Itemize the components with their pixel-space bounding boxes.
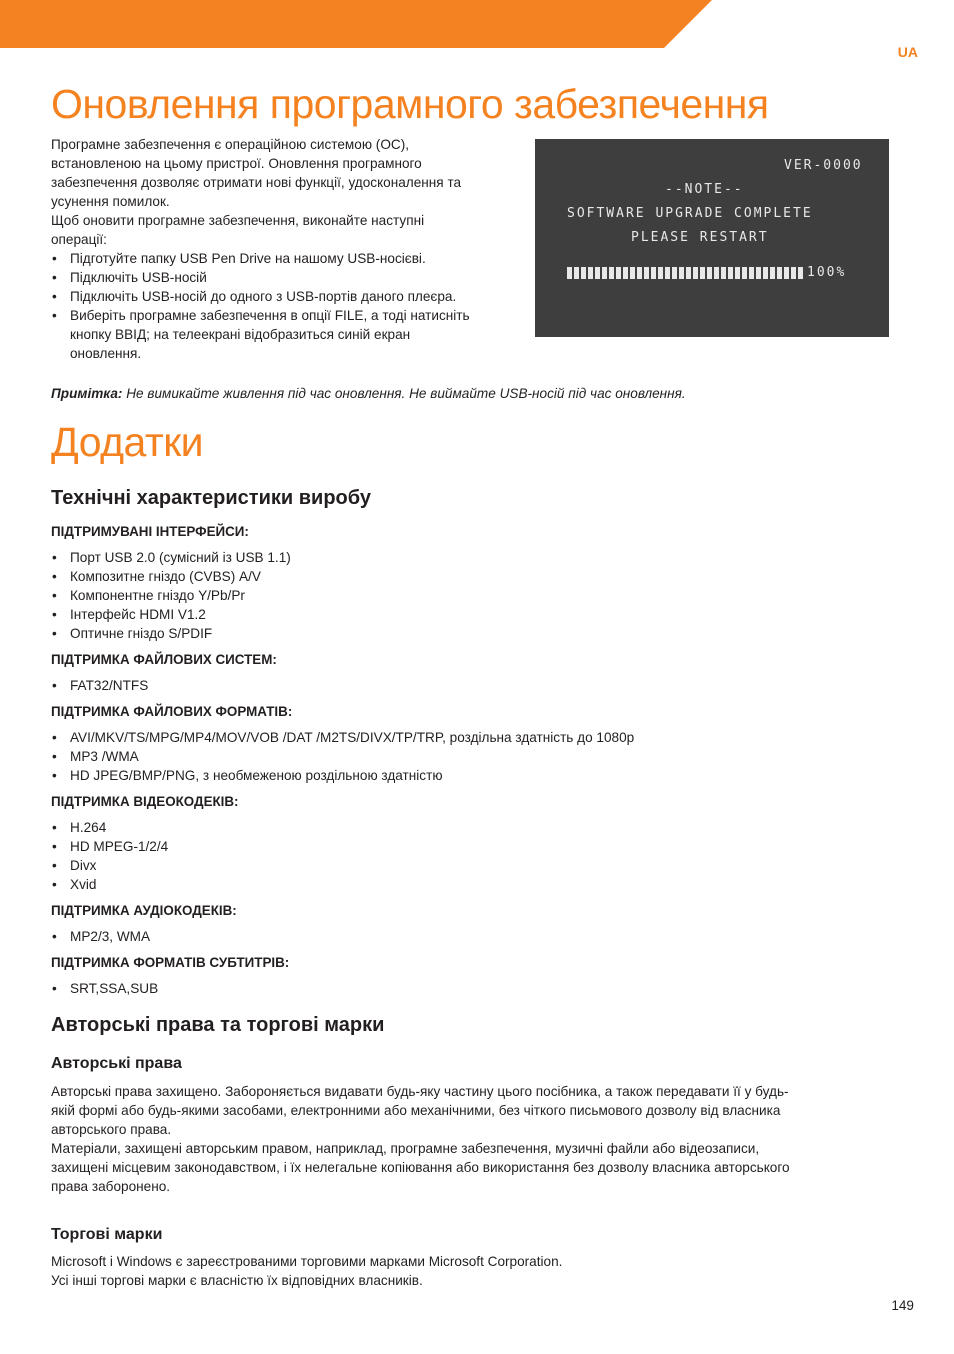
copyright-trademarks-heading: Авторські права та торгові марки <box>51 1014 385 1036</box>
list-item: • Підключіть USB-носій до одного з USB-портів даного плеєра. <box>52 289 457 304</box>
list-item: • MP3 /WMA <box>52 749 139 764</box>
note-label: Примітка: <box>51 386 123 401</box>
trademarks-heading: Торгові марки <box>51 1226 163 1243</box>
spec-category: ПІДТРИМУВАНІ ІНТЕРФЕЙСИ: <box>51 524 249 539</box>
intro-line: операції: <box>51 232 107 247</box>
trademarks-text <box>51 1252 871 1290</box>
page-title-update: Оновлення програмного забезпечення <box>51 81 769 127</box>
specs-heading: Технічні характеристики виробу <box>51 487 371 509</box>
note-header-text: --NOTE-- <box>665 182 744 197</box>
text-line: авторського права. <box>51 1122 172 1137</box>
progress-bar <box>567 267 805 279</box>
version-text: VER-0000 <box>784 158 863 173</box>
list-item: • HD MPEG-1/2/4 <box>52 839 169 854</box>
spec-group-subtitles <box>51 953 871 998</box>
copyright-heading: Авторські права <box>51 1055 182 1072</box>
text-line: права заборонено. <box>51 1179 171 1194</box>
top-banner <box>0 0 712 48</box>
list-item: • FAT32/NTFS <box>52 678 149 693</box>
text-line: захищені місцевим законодавством, і їх нелегальне копіювання або використання без дозволу власника авторського <box>51 1160 790 1175</box>
spec-group-video-codecs <box>51 792 871 894</box>
spec-group-interfaces <box>51 522 871 643</box>
intro-line: Програмне забезпечення є операційною системою (ОС), <box>51 137 410 152</box>
list-item: • HD JPEG/BMP/PNG, з необмеженою роздільною здатністю <box>52 768 443 783</box>
intro-line: забезпечення дозволяє отримати нові функції, удосконалення та <box>51 175 462 190</box>
list-item: • Інтерфейс HDMI V1.2 <box>52 607 206 622</box>
list-item: • Divx <box>52 858 97 873</box>
list-item: • Xvid <box>52 877 97 892</box>
text-line: Матеріали, захищені авторським правом, наприклад, програмне забезпечення, музичні файли або відеозаписи, <box>51 1141 760 1156</box>
spec-category: ПІДТРИМКА ФАЙЛОВИХ ФОРМАТІВ: <box>51 704 293 719</box>
upgrade-message: SOFTWARE UPGRADE COMPLETE <box>567 206 813 221</box>
text-line: Microsoft і Windows є зареєстрованими торговими марками Microsoft Corporation. <box>51 1254 563 1269</box>
list-item: • Підключіть USB-носій <box>52 270 207 285</box>
list-item: • MP2/3, WMA <box>52 929 151 944</box>
text-line: Авторські права захищено. Забороняється видавати будь-яку частину цього посібника, а також передавати її у будь- <box>51 1084 789 1099</box>
page-number: 149 <box>891 1298 914 1313</box>
update-steps <box>51 249 516 363</box>
list-item: • Композитне гніздо (CVBS) A/V <box>52 569 261 584</box>
spec-group-filesystems <box>51 650 871 695</box>
list-item: • AVI/MKV/TS/MPG/MP4/MOV/VOB /DAT /M2TS/DIVX/TP/TRP, роздільна здатність до 1080p <box>52 730 635 745</box>
spec-category: ПІДТРИМКА ФОРМАТІВ СУБТИТРІВ: <box>51 955 290 970</box>
list-item: • Оптичне гніздо S/PDIF <box>52 626 213 641</box>
spec-category: ПІДТРИМКА ВІДЕОКОДЕКІВ: <box>51 794 239 809</box>
spec-group-file-formats <box>51 702 871 785</box>
list-item: • H.264 <box>52 820 107 835</box>
update-intro <box>51 135 516 363</box>
upgrade-screen-image <box>535 139 889 337</box>
text-line: Усі інші торгові марки є власністю їх відповідних власників. <box>51 1273 423 1288</box>
specs-list <box>51 522 871 1005</box>
intro-line: встановленою на цьому пристрої. Оновлення програмного <box>51 156 422 171</box>
list-item: • Порт USB 2.0 (сумісний із USB 1.1) <box>52 550 291 565</box>
intro-line: усунення помилок. <box>51 194 170 209</box>
list-item: • Компонентне гніздо Y/Pb/Pr <box>52 588 245 603</box>
page-title-appendix: Додатки <box>51 419 204 465</box>
spec-group-audio-codecs <box>51 901 871 946</box>
restart-instruction: PLEASE RESTART <box>631 230 769 245</box>
update-note <box>51 384 686 403</box>
note-text: Не вимикайте живлення під час оновлення. Не виймайте USB-носій під час оновлення. <box>122 386 686 401</box>
spec-category: ПІДТРИМКА АУДІОКОДЕКІВ: <box>51 903 237 918</box>
text-line: якій формі або будь-якими засобами, електронними або механічними, без чіткого письмового дозволу від власника <box>51 1103 781 1118</box>
language-tag: UA <box>897 44 918 60</box>
spec-category: ПІДТРИМКА ФАЙЛОВИХ СИСТЕМ: <box>51 652 277 667</box>
progress-label: 100% <box>807 265 847 280</box>
list-item: • SRT,SSA,SUB <box>52 981 159 996</box>
list-item: • Виберіть програмне забезпечення в опції FILE, а тоді натисніть кнопку ВВІД; на телеекрані відобразиться синій екран оновлення. <box>52 308 470 361</box>
copyright-text <box>51 1082 871 1196</box>
list-item: • Підготуйте папку USB Pen Drive на нашому USB-носієві. <box>52 251 426 266</box>
intro-line: Щоб оновити програмне забезпечення, виконайте наступні <box>51 213 425 228</box>
